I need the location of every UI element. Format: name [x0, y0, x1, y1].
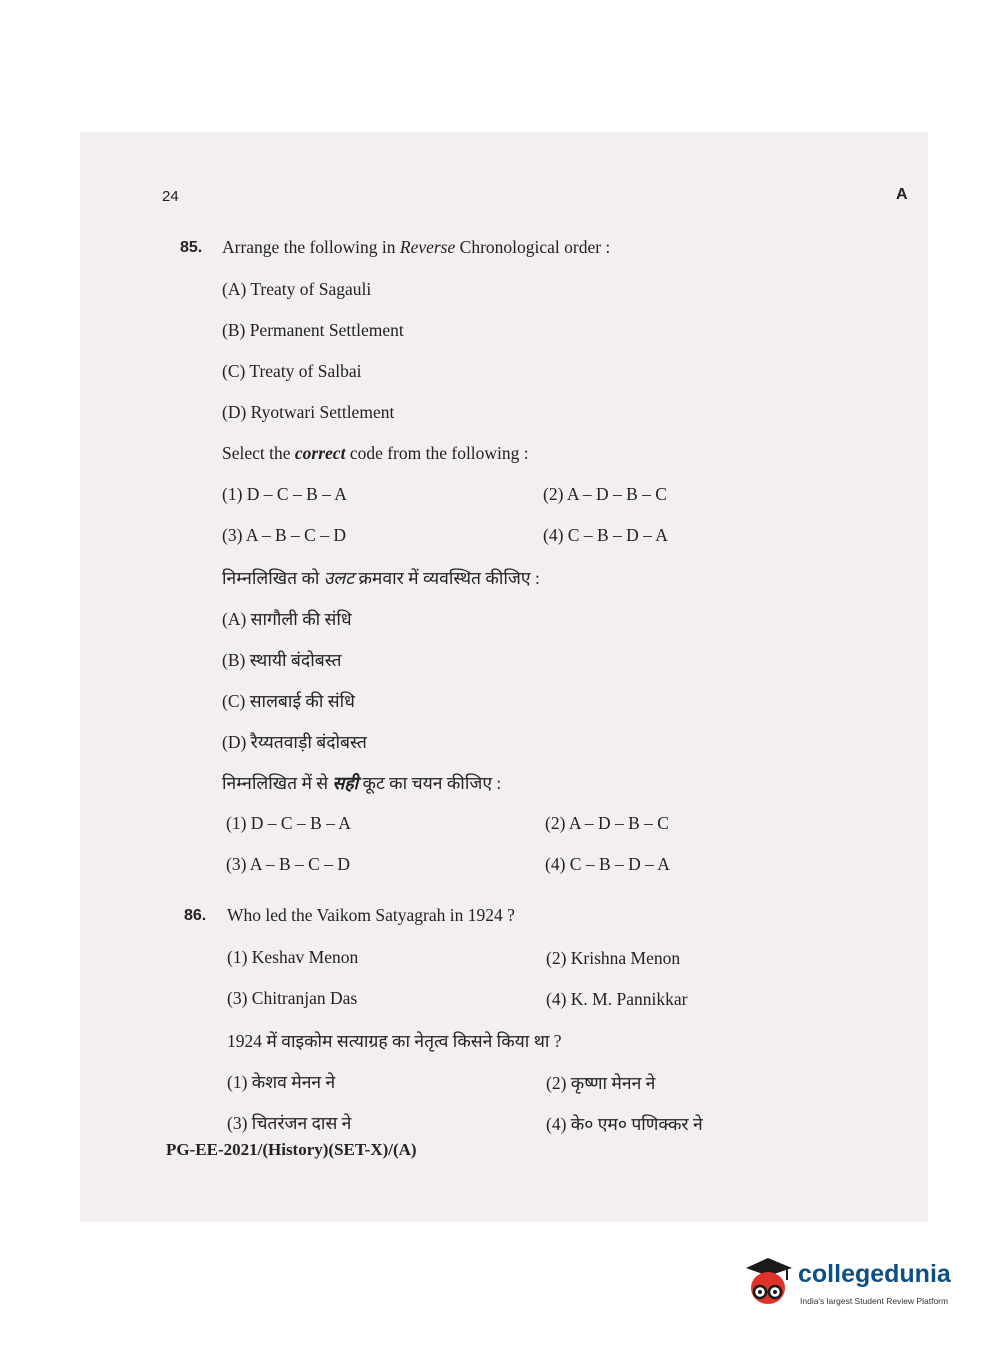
paper-code: PG-EE-2021/(History)(SET-X)/(A): [166, 1140, 417, 1159]
question-86-text: Who led the Vaikom Satyagrah in 1924 ?: [227, 905, 515, 925]
q85-hindi-option-3: (3) A – B – C – D: [226, 854, 350, 874]
q85-hindi-item-d: (D) रैय्यतवाड़ी बंदोबस्त: [222, 732, 367, 752]
logo-tagline: India's largest Student Review Platform: [800, 1296, 949, 1306]
q85-hindi-item-c: (C) सालबाई की संधि: [222, 691, 355, 711]
q85-option-4: (4) C – B – D – A: [543, 525, 668, 545]
logo-wordmark: collegedunia: [798, 1260, 951, 1288]
question-85-text: Arrange the following in Reverse Chronological order :: [222, 237, 611, 257]
q85-option-1: (1) D – C – B – A: [222, 484, 347, 504]
page-number: 24: [162, 188, 179, 205]
q85-hindi-option-1: (1) D – C – B – A: [226, 813, 351, 833]
q85-hindi-question: निम्नलिखित को उलट क्रमवार में व्यवस्थित कीजिए :: [222, 568, 540, 588]
q85-item-b: (B) Permanent Settlement: [222, 320, 404, 340]
q85-hindi-option-2: (2) A – D – B – C: [545, 813, 669, 833]
collegedunia-logo: [742, 1254, 972, 1314]
q85-item-d: (D) Ryotwari Settlement: [222, 402, 395, 422]
q86-option-3: (3) Chitranjan Das: [227, 988, 358, 1008]
q85-option-3: (3) A – B – C – D: [222, 525, 346, 545]
mascot-icon: [742, 1254, 796, 1314]
q86-hindi-question: 1924 में वाइकोम सत्याग्रह का नेतृत्व किसने किया था ?: [227, 1031, 562, 1051]
q86-hindi-option-1: (1) केशव मेनन ने: [227, 1072, 336, 1092]
q86-option-2: (2) Krishna Menon: [546, 948, 681, 968]
exam-page: [80, 132, 928, 1222]
q86-hindi-option-3: (3) चितरंजन दास ने: [227, 1113, 352, 1133]
question-85-number: 85.: [180, 239, 203, 256]
q86-option-4: (4) K. M. Pannikkar: [546, 989, 688, 1009]
q85-hindi-item-a: (A) सागौली की संधि: [222, 609, 352, 629]
q85-item-a: (A) Treaty of Sagauli: [222, 279, 372, 299]
q86-hindi-option-4: (4) के० एम० पणिक्कर ने: [546, 1114, 703, 1134]
question-86-number: 86.: [184, 907, 207, 924]
q86-option-1: (1) Keshav Menon: [227, 947, 359, 967]
set-letter: A: [896, 186, 908, 203]
q85-hindi-item-b: (B) स्थायी बंदोबस्त: [222, 650, 342, 670]
q85-option-2: (2) A – D – B – C: [543, 484, 667, 504]
q86-hindi-option-2: (2) कृष्णा मेनन ने: [546, 1073, 656, 1093]
q85-select-instruction: Select the correct code from the following :: [222, 443, 529, 463]
q85-hindi-option-4: (4) C – B – D – A: [545, 854, 670, 874]
q85-item-c: (C) Treaty of Salbai: [222, 361, 362, 381]
q85-hindi-select-instruction: निम्नलिखित में से सही कूट का चयन कीजिए :: [222, 773, 502, 793]
